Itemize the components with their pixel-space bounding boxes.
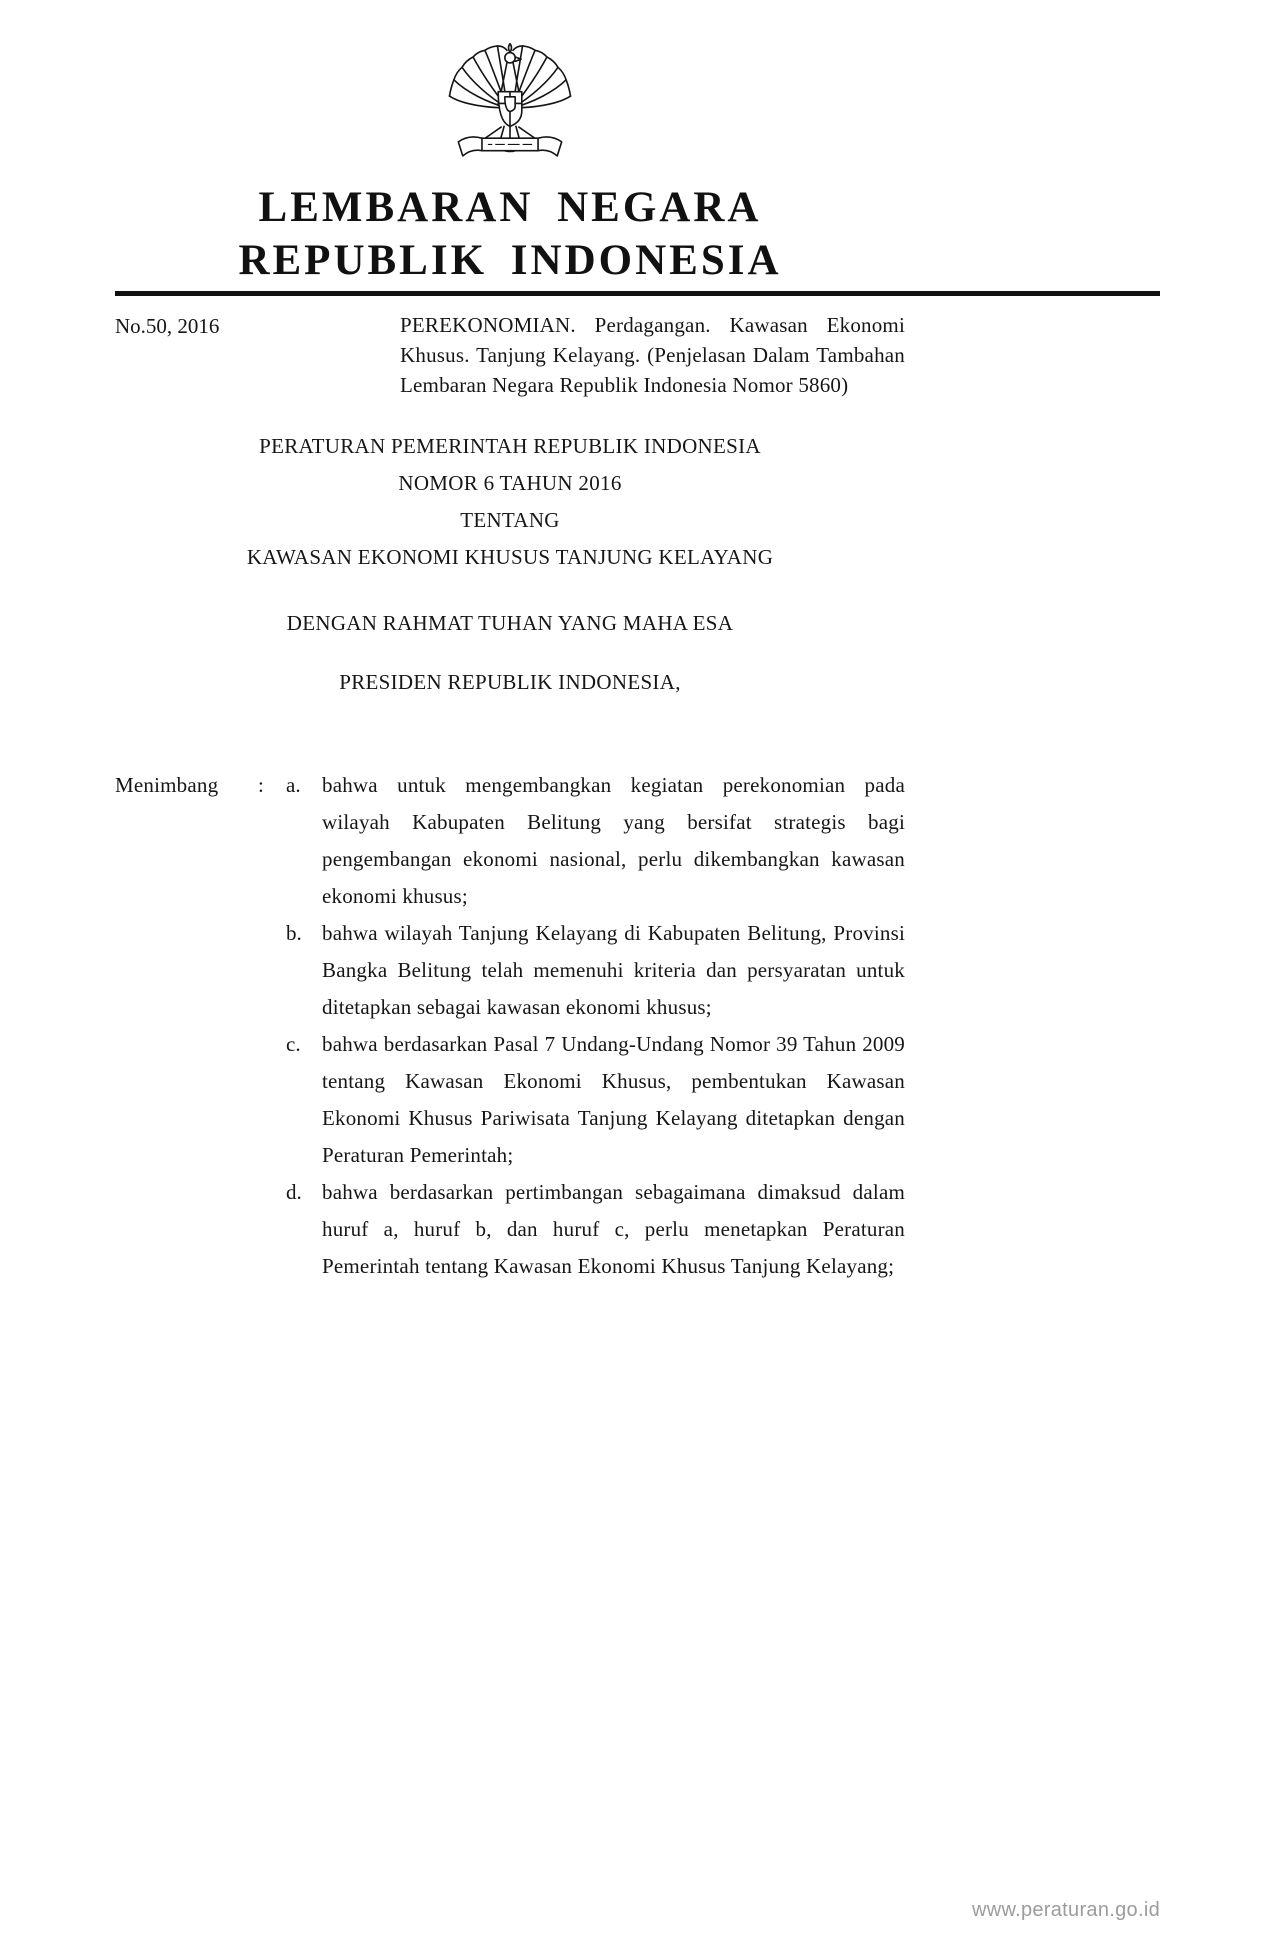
issuer-line: PRESIDEN REPUBLIK INDONESIA, bbox=[339, 670, 681, 694]
considerations-list bbox=[286, 767, 905, 1285]
regulation-heading-block bbox=[115, 428, 905, 576]
considerations-label: Menimbang bbox=[115, 773, 219, 797]
consideration-item-b bbox=[286, 915, 905, 1026]
item-letter: a. bbox=[286, 773, 301, 797]
item-letter: c. bbox=[286, 1032, 301, 1056]
regulation-heading-about: TENTANG bbox=[460, 508, 560, 532]
regulation-heading-number: NOMOR 6 TAHUN 2016 bbox=[398, 471, 622, 495]
item-letter: d. bbox=[286, 1180, 302, 1204]
item-text: bahwa wilayah Tanjung Kelayang di Kabupaten Belitung, Provinsi Bangka Belitung telah memenuhi kriteria dan persyaratan untuk ditetapkan sebagai kawasan ekonomi khusus; bbox=[322, 921, 905, 1019]
regulation-heading-type: PERATURAN PEMERINTAH REPUBLIK INDONESIA bbox=[259, 434, 761, 458]
source-watermark: www.peraturan.go.id bbox=[971, 1899, 1160, 1921]
item-text: bahwa untuk mengembangkan kegiatan perekonomian pada wilayah Kabupaten Belitung yang bersifat strategis bagi pengembangan ekonomi nasional, perlu dikembangkan kawasan ekonomi khusus; bbox=[322, 773, 905, 908]
invocation-line: DENGAN RAHMAT TUHAN YANG MAHA ESA bbox=[286, 611, 734, 635]
gazette-title bbox=[115, 181, 905, 287]
item-text: bahwa berdasarkan pertimbangan sebagaimana dimaksud dalam huruf a, huruf b, dan huruf c, perlu menetapkan Peraturan Pemerintah tentang Kawasan Ekonomi Khusus Tanjung Kelayang; bbox=[322, 1180, 905, 1278]
considerations-section bbox=[115, 767, 905, 1285]
considerations-colon: : bbox=[258, 773, 264, 797]
item-letter: b. bbox=[286, 921, 302, 945]
gazette-title-line1: LEMBARAN NEGARA bbox=[258, 184, 762, 231]
item-text: bahwa berdasarkan Pasal 7 Undang-Undang Nomor 39 Tahun 2009 tentang Kawasan Ekonomi Khusus, pembentukan Kawasan Ekonomi Khusus Pariwisata Tanjung Kelayang ditetapkan dengan Peraturan Pemerintah; bbox=[322, 1032, 905, 1167]
emblem-container bbox=[115, 40, 905, 169]
masthead bbox=[115, 310, 905, 400]
consideration-item-c bbox=[286, 1026, 905, 1174]
gazette-number: No.50, 2016 bbox=[115, 314, 220, 338]
regulation-heading-subject: KAWASAN EKONOMI KHUSUS TANJUNG KELAYANG bbox=[246, 545, 774, 569]
gazette-title-line2: REPUBLIK INDONESIA bbox=[238, 237, 782, 284]
consideration-item-d bbox=[286, 1174, 905, 1285]
gazette-subject-abstract: PEREKONOMIAN. Perdagangan. Kawasan Ekonomi Khusus. Tanjung Kelayang. (Penjelasan Dalam Tambahan Lembaran Negara Republik Indonesia Nomor 5860) bbox=[400, 313, 905, 397]
garuda-pancasila-icon bbox=[436, 40, 584, 169]
title-divider-rule bbox=[115, 291, 1160, 296]
consideration-item-a bbox=[286, 767, 905, 915]
